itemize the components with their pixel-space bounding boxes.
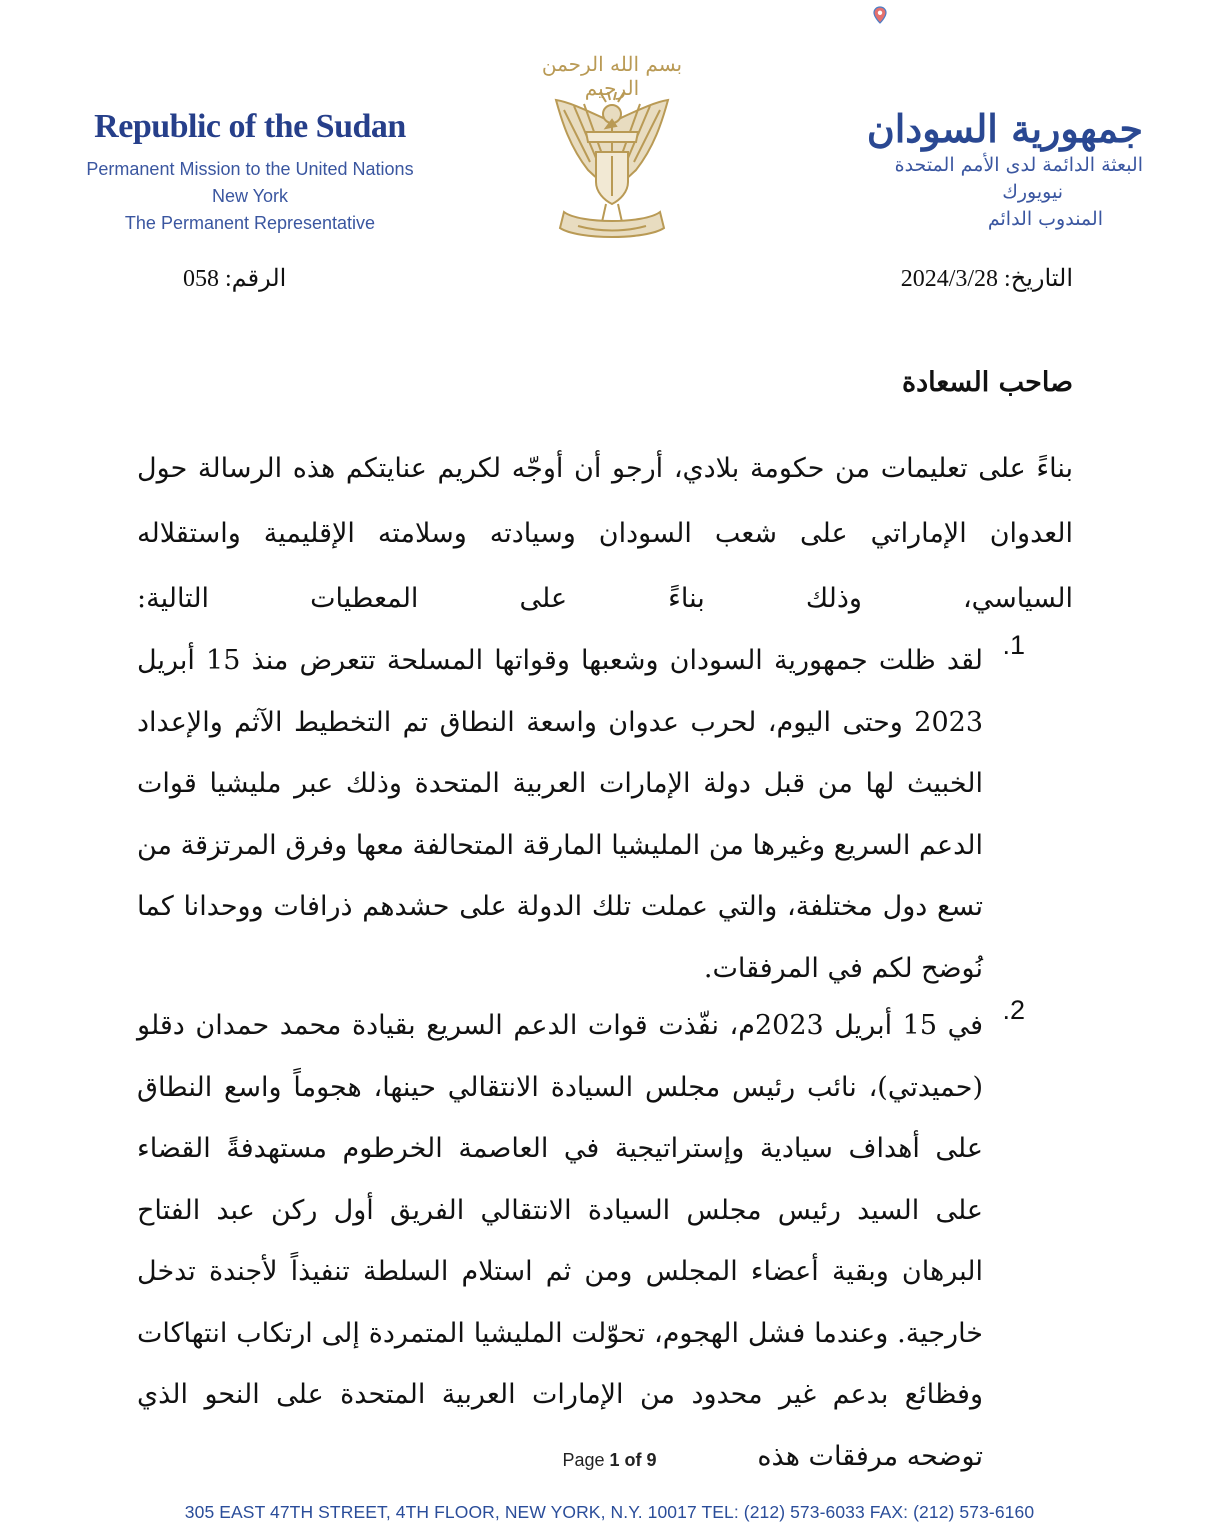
item-number: 1.: [1002, 630, 1025, 660]
letterhead-city-ar: نيويورك: [1002, 181, 1063, 203]
letterhead-arabic: [803, 106, 1143, 233]
numbered-item: [137, 630, 1025, 999]
footer-address: 305 EAST 47TH STREET, 4TH FLOOR, NEW YORK, N.Y. 10017 TEL: (212) 573-6033 FAX: (212) 573-6160: [184, 1502, 1035, 1522]
letterhead-city-en: New York: [211, 186, 289, 206]
letterhead-title-ar: جمهورية السودان: [866, 106, 1143, 151]
page-current: 1: [609, 1450, 620, 1470]
letterhead-title-en: Republic of the Sudan: [94, 108, 406, 145]
letter-date: [901, 264, 1073, 293]
page-number: [0, 1450, 1219, 1471]
intro-paragraph: بناءً على تعليمات من حكومة بلادي، أرجو أن أوجّه لكريم عنايتكم هذه الرسالة حول العدوان الإماراتي على شعب السودان وسيادته وسلامته الإقليمية واستقلاله السياسي، وذلك بناءً على المعطيات التالية:: [137, 453, 1073, 614]
item-text: لقد ظلت جمهورية السودان وشعبها وقواتها المسلحة تتعرض منذ 15 أبريل 2023 وحتى اليوم، لحرب عدوان واسعة النطاق تم التخطيط الآثم والإعداد الخبيث لها من قبل دولة الإمارات العربية المتحدة وذلك عبر مليشيا قوات الدعم السريع وغيرها من المليشيا المارقة المتحالفة معها وفرق المرتزقة من تسع دول مختلفة، والتي عملت تلك الدولة على حشدهم ذرافات ووحدانا كما نُوضح لكم في المرفقات.: [137, 645, 983, 984]
date-value: 2024/3/28: [900, 266, 999, 292]
reference-label: الرقم:: [225, 266, 287, 292]
page-total: 9: [646, 1450, 657, 1470]
page-word: Page: [562, 1450, 605, 1470]
numbered-item: [137, 995, 1025, 1487]
item-number: 2.: [1002, 995, 1025, 1025]
basmala-text: بسم الله الرحمن الرحيم: [541, 52, 683, 100]
map-pin-icon: [873, 6, 887, 24]
secretary-bird-emblem-icon: [550, 92, 674, 242]
salutation: صاحب السعادة: [902, 367, 1073, 398]
letterhead-english: [60, 108, 440, 237]
letterhead-mission-en: Permanent Mission to the United Nations: [86, 159, 414, 179]
item-text: في 15 أبريل 2023م، نفّذت قوات الدعم السريع بقيادة محمد حمدان دقلو (حميدتي)، نائب رئيس مجلس السيادة الانتقالي حينها، هجوماً واسع النطاق على أهداف سيادية وإستراتيجية في العاصمة الخرطوم مستهدفةً القضاء على السيد رئيس مجلس السيادة الانتقالي الفريق أول ركن عبد الفتاح البرهان وبقية أعضاء المجلس ومن ثم استلام السلطة تنفيذاً لأجندة تدخل خارجية. وعندما فشل الهجوم، تحوّلت المليشيا المتمردة إلى ارتكاب انتهاكات وفظائع بدعم غير محدود من الإمارات العربية المتحدة على النحو الذي توضحه مرفقات هذه: [137, 1010, 983, 1472]
letterhead-role-ar: المندوب الدائم: [987, 208, 1103, 230]
page-of: of: [624, 1450, 642, 1470]
state-emblem: [522, 52, 702, 242]
reference-value: 058: [183, 266, 219, 292]
letterhead-role-en: The Permanent Representative: [124, 213, 376, 233]
letter-reference: [183, 264, 286, 293]
letterhead-mission-ar: البعثة الدائمة لدى الأمم المتحدة: [894, 154, 1143, 176]
date-label: التاريخ:: [1004, 266, 1073, 292]
